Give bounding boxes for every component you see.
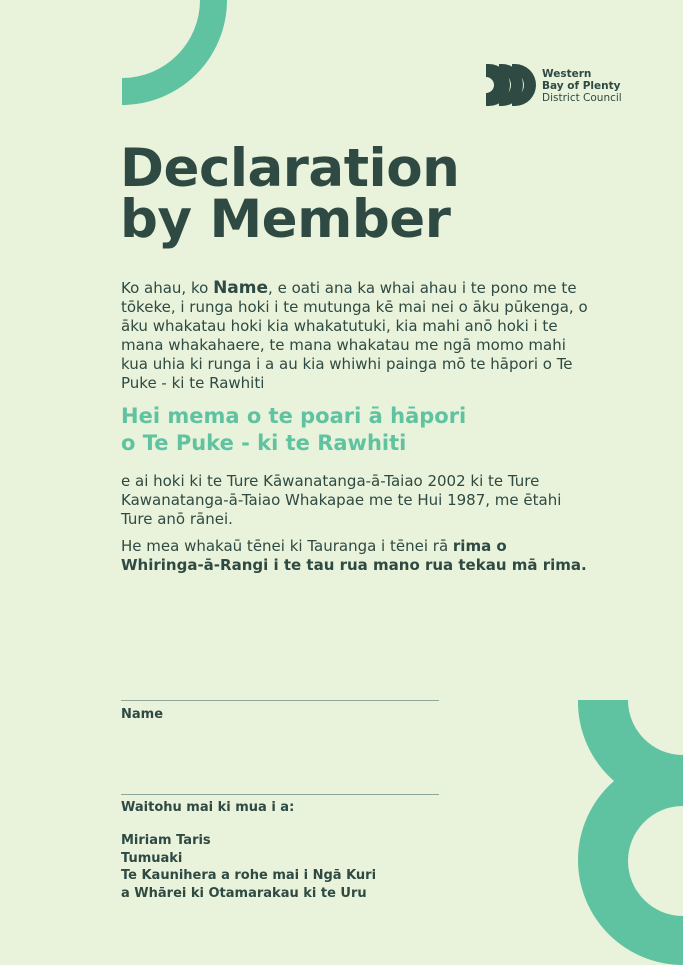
witness-label: Waitohu mai ki mua i a: (121, 800, 295, 815)
title-line-1: Declaration (120, 138, 460, 199)
confirmation-paragraph (121, 537, 591, 575)
bottom-right-arc-shape (578, 700, 683, 965)
witness-title: Tumuaki (121, 850, 183, 866)
logo-line-3: District Council (542, 92, 622, 104)
declaration-intro: Ko ahau, ko (121, 279, 214, 297)
confirmation-date: rima o Whiringa-ā-Rangi i te tau rua mano rua tekau mā rima. (121, 537, 587, 574)
witness-signature-line (121, 794, 439, 795)
witness-name: Miriam Taris (121, 833, 211, 848)
council-logo (486, 64, 622, 106)
declaration-body: , e oati ana ka whai ahau i te pono me te tōkeke, i runga hoki i te mutunga kē mai nei o āku pūkenga, o āku whakatau hoki kia whakatutuki, kia mahi anō hoki i te mana whakahaere, te mana whakatau me ngā momo mahi kua uhia ki runga i a au kia whiwhi painga mō te hāpori o Te Puke - ki te Rawhiti (121, 279, 588, 392)
council-logo-mark-icon (486, 64, 536, 106)
logo-line-1: Western (542, 68, 592, 80)
witness-details (121, 832, 376, 902)
name-label: Name (121, 707, 164, 722)
page-title (120, 138, 460, 250)
confirmation-intro: He mea whakaū tēnei ki Tauranga i tēnei rā (121, 537, 453, 555)
role-line-2: o Te Puke - ki te Rawhiti (121, 431, 407, 455)
top-arc-shape (122, 0, 227, 105)
acts-paragraph: e ai hoki ki te Ture Kāwanatanga-ā-Taiao 2002 ki te Ture Kawanatanga-ā-Taiao Whakapae me te Hui 1987, me ētahi Ture anō rānei. (121, 472, 562, 528)
witness-org-line-2: a Whārei ki Otamarakau ki te Uru (121, 885, 367, 901)
declaration-paragraph (121, 279, 591, 393)
witness-org-line-1: Te Kaunihera a rohe mai i Ngā Kuri (121, 868, 377, 883)
title-line-2: by Member (120, 189, 451, 250)
logo-line-2: Bay of Plenty (542, 80, 621, 92)
council-logo-text (542, 68, 622, 104)
member-name-placeholder: Name (213, 278, 269, 298)
role-line-1: Hei mema o te poari ā hāpori (121, 404, 467, 428)
name-signature-line (121, 700, 439, 701)
role-heading (121, 403, 466, 457)
